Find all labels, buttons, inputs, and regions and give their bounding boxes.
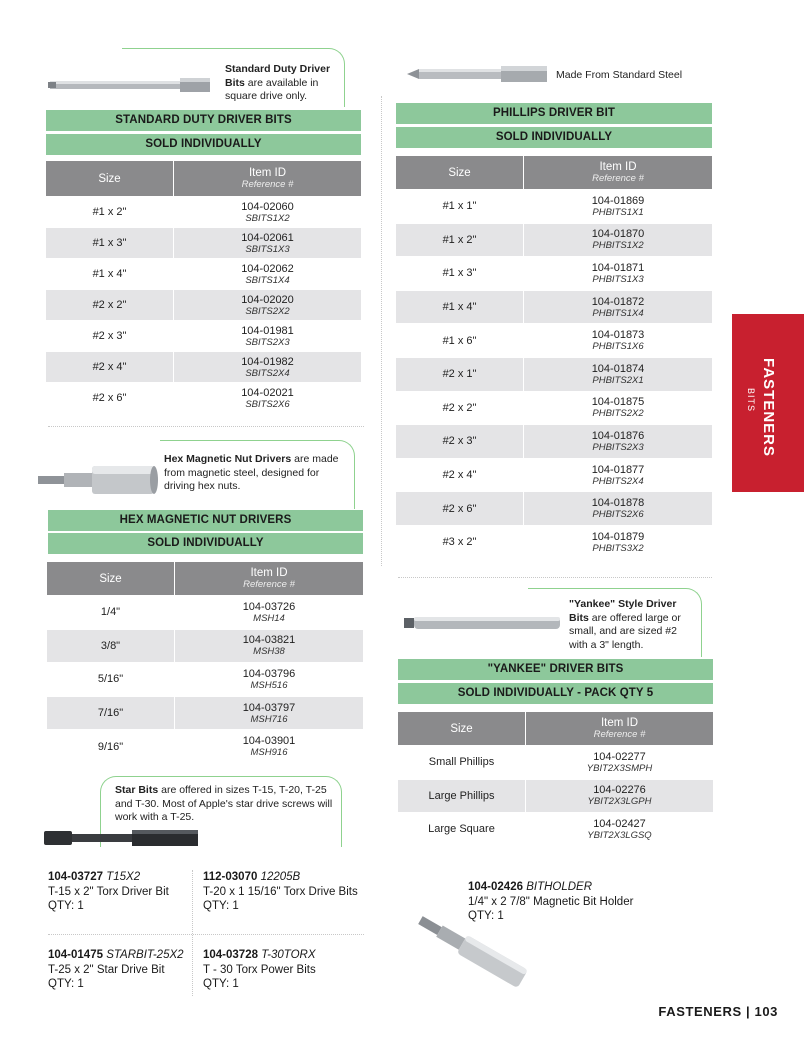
item-id: 104-03726 bbox=[242, 600, 296, 613]
size-cell: #2 x 1" bbox=[396, 357, 524, 391]
table-row bbox=[396, 525, 713, 559]
table-row bbox=[396, 324, 713, 358]
table-row bbox=[398, 746, 714, 780]
reference-number: MSH14 bbox=[253, 612, 285, 624]
item-id: 104-01877 bbox=[591, 463, 645, 476]
table-row bbox=[47, 730, 364, 764]
table-row bbox=[46, 290, 362, 321]
reference-number: PHBITS2X2 bbox=[592, 408, 644, 420]
size-cell: #1 x 2" bbox=[46, 197, 174, 228]
item-id-cell bbox=[524, 391, 713, 425]
footer-separator: | bbox=[746, 1004, 751, 1019]
size-cell: #2 x 2" bbox=[396, 391, 524, 425]
size-cell: #2 x 6" bbox=[396, 492, 524, 526]
table-row bbox=[396, 458, 713, 492]
size-cell: Small Phillips bbox=[398, 746, 526, 780]
item-id: 104-02060 bbox=[241, 200, 294, 213]
item-id: 104-01875 bbox=[591, 396, 645, 409]
phillips-bit-image bbox=[405, 62, 550, 86]
phillips-table bbox=[395, 155, 713, 560]
table-row bbox=[46, 228, 362, 259]
bit-holder-image bbox=[408, 910, 538, 992]
reference-number: PHBITS2X6 bbox=[592, 509, 644, 521]
reference-number: SBITS2X3 bbox=[245, 336, 290, 348]
item-id-cell bbox=[175, 629, 364, 663]
table-row bbox=[47, 696, 364, 730]
item-id: 104-02061 bbox=[241, 231, 294, 244]
size-cell: #1 x 6" bbox=[396, 324, 524, 358]
col-item-id-header: Item ID Reference # bbox=[175, 562, 364, 596]
hex-title-bar: HEX MAGNETIC NUT DRIVERS bbox=[48, 510, 363, 531]
item-id: 104-02277 bbox=[593, 750, 646, 763]
size-cell: 9/16" bbox=[47, 730, 175, 764]
item-id-cell bbox=[174, 228, 362, 259]
reference-number: SBITS1X2 bbox=[245, 212, 290, 224]
item-id-cell bbox=[524, 357, 713, 391]
item-id: 104-03796 bbox=[242, 667, 296, 680]
hex-sold-bar: SOLD INDIVIDUALLY bbox=[48, 533, 363, 554]
item-id-cell bbox=[175, 730, 364, 764]
reference-number: PHBITS1X6 bbox=[592, 341, 644, 353]
size-cell: 1/4" bbox=[47, 596, 175, 630]
phillips-caption: Made From Standard Steel bbox=[556, 69, 683, 81]
item-id-cell bbox=[524, 324, 713, 358]
yankee-sold-bar: SOLD INDIVIDUALLY - PACK QTY 5 bbox=[398, 683, 713, 704]
size-cell: #2 x 6" bbox=[46, 383, 174, 414]
size-cell: #2 x 4" bbox=[396, 458, 524, 492]
table-row bbox=[46, 321, 362, 352]
table-row bbox=[396, 357, 713, 391]
item-id: 104-02276 bbox=[593, 784, 646, 797]
item-id: 104-03797 bbox=[242, 701, 296, 714]
reference-number: PHBITS1X2 bbox=[592, 240, 644, 252]
section-side-tab bbox=[732, 314, 804, 492]
size-cell: 5/16" bbox=[47, 663, 175, 697]
item-id: 104-01873 bbox=[591, 329, 645, 342]
product-item: 104-03727 T15X2 T-15 x 2" Torx Driver Bit QTY: 1 bbox=[48, 871, 169, 912]
col-item-id-header: Item ID Reference # bbox=[526, 712, 714, 746]
item-id: 104-03821 bbox=[242, 634, 296, 647]
size-cell: 3/8" bbox=[47, 629, 175, 663]
item-id-cell bbox=[524, 290, 713, 324]
table-row bbox=[46, 383, 362, 414]
table-row bbox=[396, 492, 713, 526]
table-row bbox=[396, 425, 713, 459]
item-id-cell bbox=[175, 696, 364, 730]
size-cell: #1 x 3" bbox=[46, 228, 174, 259]
reference-number: MSH38 bbox=[253, 646, 285, 658]
page-number: 103 bbox=[754, 1004, 778, 1019]
item-id: 104-01870 bbox=[591, 228, 645, 241]
item-id: 104-01874 bbox=[591, 362, 645, 375]
torx-bit-image bbox=[42, 826, 202, 850]
table-row bbox=[396, 290, 713, 324]
phillips-title-bar: PHILLIPS DRIVER BIT bbox=[396, 103, 712, 124]
reference-number: SBITS2X2 bbox=[245, 305, 290, 317]
item-id-cell bbox=[174, 321, 362, 352]
yankee-title-bar: "YANKEE" DRIVER BITS bbox=[398, 659, 713, 680]
col-size-header: Size bbox=[47, 562, 175, 596]
item-id-cell bbox=[174, 290, 362, 321]
reference-number: SBITS2X4 bbox=[245, 367, 290, 379]
reference-number: YBIT2X3LGPH bbox=[587, 796, 652, 808]
item-id-cell bbox=[526, 746, 714, 780]
table-row bbox=[47, 596, 364, 630]
table-row bbox=[396, 223, 713, 257]
reference-number: SBITS1X3 bbox=[245, 243, 290, 255]
reference-number: PHBITS2X4 bbox=[592, 475, 644, 487]
item-id: 104-02021 bbox=[241, 386, 294, 399]
size-cell: Large Square bbox=[398, 813, 526, 847]
phillips-sold-bar: SOLD INDIVIDUALLY bbox=[396, 127, 712, 148]
column-divider bbox=[381, 96, 382, 566]
item-id: 104-02062 bbox=[241, 262, 294, 275]
item-id: 104-01878 bbox=[591, 497, 645, 510]
size-cell: #1 x 1" bbox=[396, 190, 524, 224]
item-id-cell bbox=[524, 492, 713, 526]
item-id-cell bbox=[174, 259, 362, 290]
item-id-cell bbox=[524, 190, 713, 224]
side-tab-subtitle: BITS bbox=[746, 388, 756, 413]
section-divider bbox=[48, 934, 364, 935]
product-item: 112-03070 12205B T-20 x 1 15/16" Torx Drive Bits QTY: 1 bbox=[203, 871, 358, 912]
size-cell: #2 x 2" bbox=[46, 290, 174, 321]
item-id-cell bbox=[524, 425, 713, 459]
reference-number: PHBITS3X2 bbox=[592, 542, 644, 554]
reference-number: PHBITS2X1 bbox=[592, 374, 644, 386]
table-row bbox=[46, 352, 362, 383]
table-row bbox=[47, 663, 364, 697]
size-cell: #2 x 3" bbox=[46, 321, 174, 352]
col-size-header: Size bbox=[46, 161, 174, 197]
item-id-cell bbox=[175, 596, 364, 630]
standard-sold-bar: SOLD INDIVIDUALLY bbox=[46, 134, 361, 155]
table-row bbox=[47, 629, 364, 663]
size-cell: Large Phillips bbox=[398, 779, 526, 813]
item-id: 104-01872 bbox=[591, 295, 645, 308]
item-id-cell bbox=[175, 663, 364, 697]
table-row bbox=[396, 190, 713, 224]
size-cell: #2 x 3" bbox=[396, 425, 524, 459]
size-cell: #2 x 4" bbox=[46, 352, 174, 383]
item-id: 104-01982 bbox=[241, 355, 294, 368]
item-id: 104-01879 bbox=[591, 530, 645, 543]
yankee-caption: "Yankee" Style Driver Bits are offered large or small, and are sized #2 with a 3" length. bbox=[569, 598, 681, 651]
reference-number: YBIT2X3LGSQ bbox=[587, 829, 652, 841]
item-id: 104-01871 bbox=[591, 261, 645, 274]
table-row bbox=[396, 257, 713, 291]
page-footer bbox=[658, 1004, 778, 1019]
reference-number: MSH716 bbox=[250, 713, 288, 725]
star-caption: Star Bits are offered in sizes T-15, T-20, T-25 and T-30. Most of Apple's star drive screws will work with a T-25. bbox=[115, 784, 333, 823]
size-cell: #1 x 4" bbox=[46, 259, 174, 290]
col-size-header: Size bbox=[398, 712, 526, 746]
hex-caption: Hex Magnetic Nut Drivers are made from magnetic steel, designed for driving hex nuts. bbox=[164, 453, 339, 492]
product-item: 104-03728 T-30TORX T - 30 Torx Power Bits QTY: 1 bbox=[203, 949, 316, 990]
table-row bbox=[398, 779, 714, 813]
item-id: 104-02020 bbox=[241, 293, 294, 306]
size-cell: #1 x 3" bbox=[396, 257, 524, 291]
reference-number: PHBITS1X4 bbox=[592, 307, 644, 319]
item-id: 104-02427 bbox=[593, 817, 646, 830]
item-id-cell bbox=[526, 779, 714, 813]
size-cell: #1 x 2" bbox=[396, 223, 524, 257]
item-id-cell bbox=[524, 525, 713, 559]
col-item-id-header: Item ID Reference # bbox=[524, 156, 713, 190]
reference-number: YBIT2X3SMPH bbox=[586, 762, 653, 774]
section-divider bbox=[48, 426, 364, 427]
reference-number: MSH916 bbox=[250, 747, 288, 759]
standard-title-bar: STANDARD DUTY DRIVER BITS bbox=[46, 110, 361, 131]
hex-nut-driver-image bbox=[36, 460, 160, 500]
item-id: 104-01981 bbox=[241, 324, 294, 337]
item-id: 104-01876 bbox=[591, 429, 645, 442]
item-id-cell bbox=[524, 458, 713, 492]
item-id-cell bbox=[526, 813, 714, 847]
table-row bbox=[396, 391, 713, 425]
product-item: 104-01475 STARBIT-25X2 T-25 x 2" Star Drive Bit QTY: 1 bbox=[48, 949, 184, 990]
size-cell: #3 x 2" bbox=[396, 525, 524, 559]
col-size-header: Size bbox=[396, 156, 524, 190]
side-tab-title: FASTENERS bbox=[760, 358, 777, 458]
item-id-cell bbox=[174, 352, 362, 383]
reference-number: PHBITS1X1 bbox=[592, 206, 644, 218]
reference-number: MSH516 bbox=[250, 679, 288, 691]
reference-number: PHBITS2X3 bbox=[592, 441, 644, 453]
table-row bbox=[46, 259, 362, 290]
col-item-id-header: Item ID Reference # bbox=[174, 161, 362, 197]
table-row bbox=[398, 813, 714, 847]
table-row bbox=[46, 197, 362, 228]
item-id-cell bbox=[174, 383, 362, 414]
hex-table bbox=[46, 561, 364, 764]
size-cell: 7/16" bbox=[47, 696, 175, 730]
yankee-table bbox=[397, 711, 714, 847]
item-id: 104-01869 bbox=[591, 194, 645, 207]
item-id: 104-03901 bbox=[242, 735, 296, 748]
footer-section: FASTENERS bbox=[658, 1004, 742, 1019]
standard-caption: Standard Duty Driver Bits are available in square drive only. bbox=[225, 63, 331, 102]
reference-number: SBITS1X4 bbox=[245, 274, 290, 286]
section-divider bbox=[398, 577, 712, 578]
size-cell: #1 x 4" bbox=[396, 290, 524, 324]
reference-number: PHBITS1X3 bbox=[592, 273, 644, 285]
product-item: 104-02426 BITHOLDER 1/4" x 2 7/8" Magnetic Bit Holder QTY: 1 bbox=[468, 881, 634, 922]
item-id-cell bbox=[524, 223, 713, 257]
standard-table bbox=[45, 160, 362, 414]
item-id-cell bbox=[174, 197, 362, 228]
reference-number: SBITS2X6 bbox=[245, 398, 290, 410]
item-id-cell bbox=[524, 257, 713, 291]
